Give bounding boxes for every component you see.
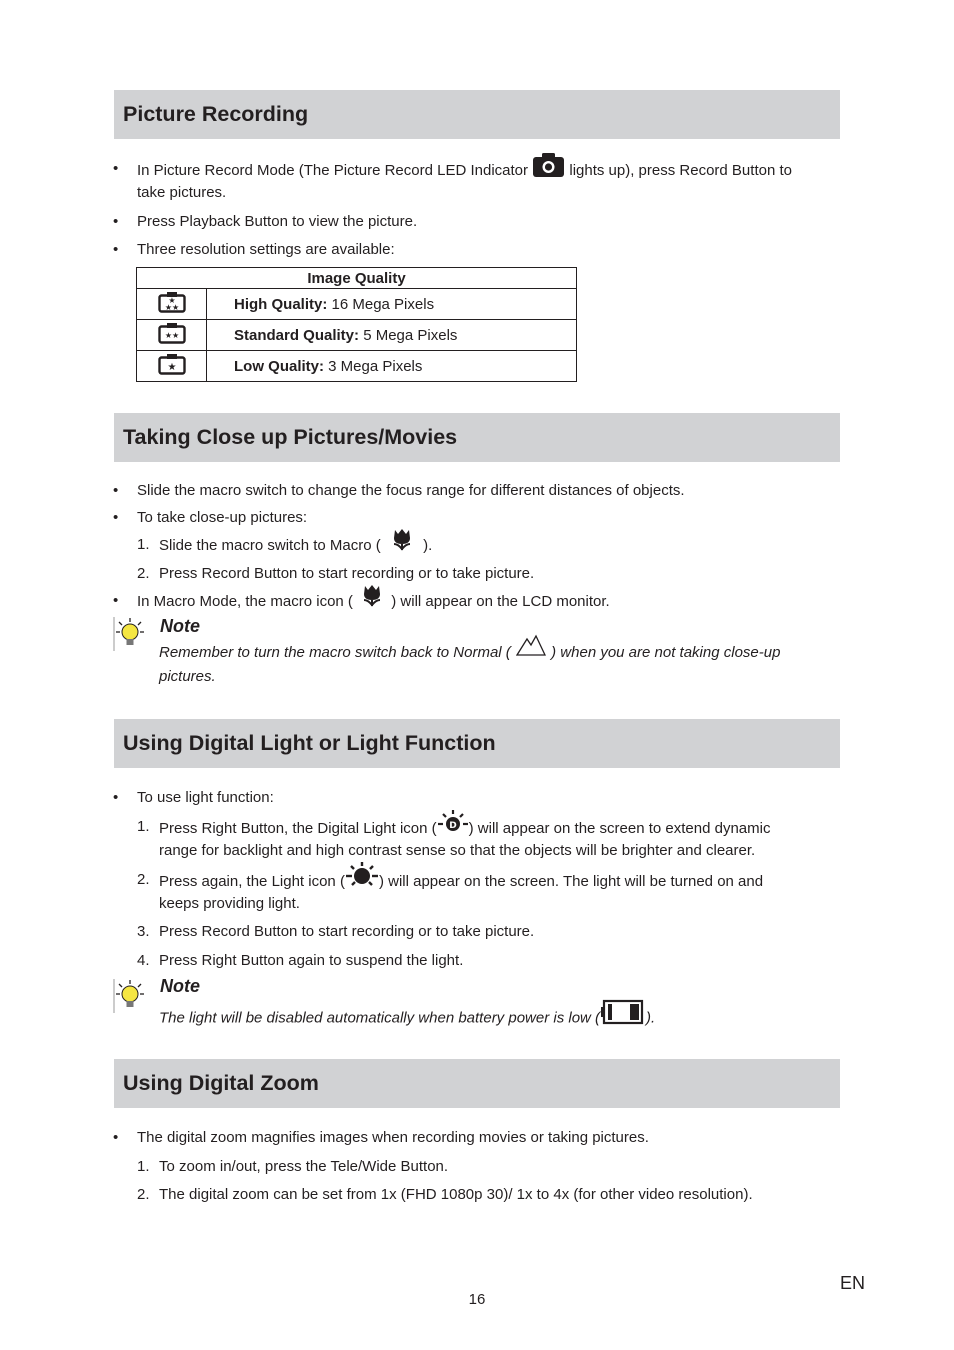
light-icon <box>345 862 379 894</box>
bullet: • <box>113 160 119 177</box>
paragraph: To use light function: <box>137 789 274 806</box>
section-title: Taking Close up Pictures/Movies <box>123 425 458 449</box>
svg-text:★★: ★★ <box>164 303 179 312</box>
section-title: Using Digital Zoom <box>123 1071 319 1095</box>
quality-label: Low Quality: <box>234 357 324 375</box>
paragraph: In Macro Mode, the macro icon ( ) will appear on the LCD monitor. <box>137 591 610 613</box>
bullet: • <box>113 509 119 526</box>
macro-icon <box>361 583 383 613</box>
camera-icon <box>533 153 564 183</box>
step-number: 2. <box>137 871 150 888</box>
step-number: 1. <box>137 818 150 835</box>
note-label: Note <box>160 976 200 996</box>
section-title: Picture Recording <box>123 102 309 126</box>
paragraph: Slide the macro switch to change the focus range for different distances of objects. <box>137 482 685 499</box>
svg-text:★: ★ <box>167 296 176 305</box>
note-text-continued: pictures. <box>159 668 216 685</box>
step-number: 1. <box>137 536 150 553</box>
section-header-digital-zoom <box>114 1059 840 1108</box>
bullet: • <box>113 213 119 230</box>
step-text: The digital zoom can be set from 1x (FHD 1080p 30)/ 1x to 4x (for other video resolution). <box>159 1186 753 1203</box>
quality-value: 5 Mega Pixels <box>363 326 458 344</box>
section-header-close-up <box>114 413 840 462</box>
paragraph: The digital zoom magnifies images when recording movies or taking pictures. <box>137 1129 649 1146</box>
digital-light-icon <box>437 809 469 841</box>
step-text: To zoom in/out, press the Tele/Wide Button. <box>159 1158 449 1175</box>
table-header: Image Quality <box>137 268 577 289</box>
table-row <box>137 320 577 351</box>
quality-label: Standard Quality: <box>234 326 360 344</box>
step-number: 2. <box>137 1186 150 1203</box>
step-text: Press again, the Light icon ( ) will appear on the screen. The light will be turned on and <box>159 870 763 894</box>
note-text: The light will be disabled automatically when battery power is low ( ). <box>159 1005 655 1032</box>
svg-text:D: D <box>448 821 457 831</box>
step-text: Press Record Button to start recording or to take picture. <box>159 923 535 940</box>
table-row <box>137 351 577 382</box>
note-lightbulb-icon <box>112 617 148 655</box>
quality-value: 16 Mega Pixels <box>331 295 435 313</box>
standard-quality-icon <box>158 322 186 348</box>
step-text-continued: keeps providing light. <box>159 895 300 912</box>
step-number: 2. <box>137 565 150 582</box>
low-quality-icon <box>158 353 186 379</box>
mountain-normal-icon <box>516 633 546 664</box>
step-number: 4. <box>137 952 150 969</box>
image-quality-table <box>136 267 577 382</box>
step-number: 1. <box>137 1158 150 1175</box>
step-text: Press Right Button again to suspend the light. <box>159 952 464 969</box>
bullet: • <box>113 592 119 609</box>
battery-low-icon <box>600 999 646 1032</box>
step-number: 3. <box>137 923 150 940</box>
paragraph: Three resolution settings are available: <box>137 241 395 258</box>
paragraph: Press Playback Button to view the picture. <box>137 213 418 230</box>
language-label: EN <box>840 1273 866 1293</box>
bullet: • <box>113 1129 119 1146</box>
note-text: Remember to turn the macro switch back to Normal ( ) when you are not taking close-up <box>159 642 780 664</box>
step-text: Press Right Button, the Digital Light icon ( D ) will appear on the screen to extend dynamic <box>159 817 770 841</box>
section-header-digital-light <box>114 719 840 768</box>
step-text-continued: range for backlight and high contrast sense so that the objects will be brighter and clearer. <box>159 842 756 859</box>
paragraph: To take close-up pictures: <box>137 509 308 526</box>
high-quality-icon <box>158 291 186 317</box>
svg-text:★: ★ <box>167 362 176 373</box>
section-header-picture-recording <box>114 90 840 139</box>
bullet: • <box>113 241 119 258</box>
bullet: • <box>113 482 119 499</box>
section-title: Using Digital Light or Light Function <box>123 731 496 755</box>
quality-label: High Quality: <box>234 295 328 313</box>
note-label: Note <box>160 616 200 636</box>
paragraph: In Picture Record Mode (The Picture Record LED Indicator lights up), press Record Button to <box>137 159 792 183</box>
step-text: Slide the macro switch to Macro ( ). <box>159 535 432 557</box>
table-row <box>137 289 577 320</box>
macro-icon <box>391 527 413 557</box>
page-number: 16 <box>468 1291 486 1308</box>
quality-value: 3 Mega Pixels <box>328 357 423 375</box>
paragraph-continued: take pictures. <box>137 184 227 201</box>
step-text: Press Record Button to start recording or to take picture. <box>159 565 535 582</box>
bullet: • <box>113 789 119 806</box>
note-lightbulb-icon <box>112 979 148 1017</box>
svg-text:★★: ★★ <box>164 331 179 340</box>
